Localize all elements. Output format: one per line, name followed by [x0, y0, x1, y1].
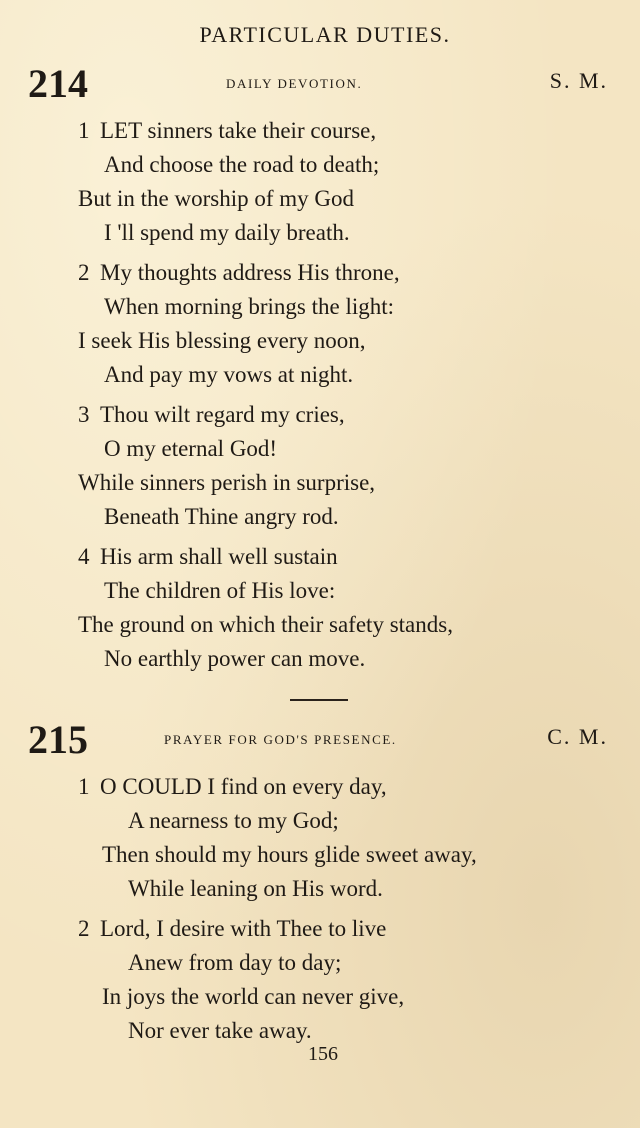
stanza [78, 912, 404, 1048]
verse-line: When morning brings the light: [104, 294, 395, 319]
verse-text: Lord, I desire with Thee to live [100, 916, 387, 941]
stanza [78, 540, 453, 676]
verse-line [78, 114, 379, 148]
verse-text: His arm shall well sustain [100, 544, 338, 569]
verse-text: Thou wilt regard my cries, [100, 402, 345, 427]
verse-text: My thoughts address His throne, [100, 260, 400, 285]
stanza-number: 2 [78, 916, 90, 941]
verse-line: I 'll spend my daily breath. [104, 220, 350, 245]
verse-line: While sinners perish in surprise, [78, 470, 376, 495]
verse-line [78, 770, 477, 804]
hymn-title: DAILY DEVOTION. [226, 76, 363, 91]
verse-line: But in the worship of my God [78, 186, 354, 211]
hymn-header [28, 717, 608, 764]
verse-line: No earthly power can move. [104, 646, 366, 671]
section-divider [290, 699, 348, 701]
verse-line: Beneath Thine angry rod. [104, 504, 339, 529]
page-number: 156 [308, 1043, 338, 1065]
stanza [78, 256, 400, 392]
stanza-number: 1 [78, 118, 90, 143]
hymn-number: 214 [28, 61, 88, 106]
verse-line: A nearness to my God; [128, 808, 339, 833]
stanza [78, 770, 477, 906]
stanza-number: 2 [78, 260, 90, 285]
hymn-header [28, 61, 608, 108]
verse-line [78, 912, 404, 946]
verse-line: O my eternal God! [104, 436, 278, 461]
verse-text: O COULD I find on every day, [100, 774, 387, 799]
hymn-title: PRAYER FOR GOD'S PRESENCE. [164, 732, 397, 747]
stanza [78, 398, 375, 534]
stanza [78, 114, 379, 250]
verse-line: While leaning on His word. [128, 876, 383, 901]
stanza-number: 3 [78, 402, 90, 427]
verse-line: The children of His love: [104, 578, 336, 603]
verse-line [78, 540, 453, 574]
hymn-number: 215 [28, 717, 88, 762]
hymn-meter: C. M. [547, 724, 608, 749]
verse-line [78, 398, 375, 432]
hymn-meter: S. M. [549, 68, 608, 93]
verse-line: In joys the world can never give, [102, 984, 405, 1009]
stanza-number: 1 [78, 774, 90, 799]
verse-line [78, 256, 400, 290]
verse-text: LET sinners take their course, [100, 118, 377, 143]
verse-line: The ground on which their safety stands, [78, 612, 453, 637]
verse-line: Anew from day to day; [128, 950, 342, 975]
verse-line: And choose the road to death; [104, 152, 380, 177]
stanza-number: 4 [78, 544, 90, 569]
verse-line: And pay my vows at night. [104, 362, 354, 387]
verse-line: Nor ever take away. [128, 1018, 312, 1043]
verse-line: Then should my hours glide sweet away, [102, 842, 477, 867]
running-head: PARTICULAR DUTIES. [199, 22, 451, 47]
verse-line: I seek His blessing every noon, [78, 328, 366, 353]
